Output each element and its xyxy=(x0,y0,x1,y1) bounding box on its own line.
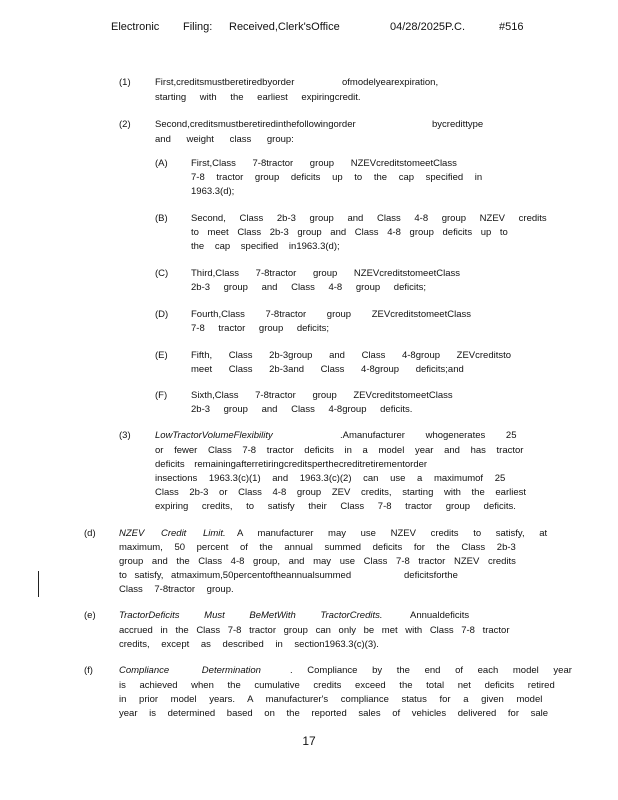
item-label: (2) xyxy=(119,119,131,130)
page-number: 17 xyxy=(302,734,316,748)
subitem-text: meet Class 2b-3and Class 4-8group deficits;and xyxy=(191,364,464,375)
item-text: bycredittype xyxy=(432,119,484,130)
section-text: credits, except as described in section1963.3(c)(3). xyxy=(119,639,379,650)
section-label: (f) xyxy=(84,665,93,676)
section-text: maximum, 50 percent of the annual summed deficits for the Class 2b-3 xyxy=(119,542,516,553)
header-received: Received,Clerk'sOffice xyxy=(229,21,340,33)
subitem-text: to meet Class 2b-3 group and Class 4-8 group deficits up to xyxy=(191,227,508,238)
item-text: .Amanufacturer whogenerates 25 xyxy=(340,430,517,441)
item-heading: LowTractorVolumeFlexibility xyxy=(155,430,273,441)
item-text: First,creditsmustberetiredbyorder xyxy=(155,77,295,88)
header-electronic: Electronic xyxy=(111,21,160,33)
section-text: A manufacturer may use NZEV credits to satisfy, at xyxy=(237,528,548,539)
section-heading: NZEV Credit Limit. xyxy=(119,528,226,539)
subitem-text: the cap specified in1963.3(d); xyxy=(191,241,340,252)
subitem-text: Sixth,Class 7-8tractor group ZEVcreditstomeetClass xyxy=(191,390,453,401)
section-text: Annualdeficits xyxy=(410,610,470,621)
section-text: group and the Class 4-8 group, and may use Class 7-8 tractor NZEV credits xyxy=(119,556,516,567)
item-text: Class 2b-3 or Class 4-8 group ZEV credits, starting with the earliest xyxy=(155,487,527,498)
subitem-text: 1963.3(d); xyxy=(191,186,235,197)
section-text: Class 7-8tractor group. xyxy=(119,584,234,595)
item-text: insections 1963.3(c)(1) and 1963.3(c)(2) can use a maximumof 25 xyxy=(155,473,506,484)
subitem-text: 2b-3 group and Class 4-8 group deficits; xyxy=(191,282,426,293)
header-date: 04/28/2025P.C. xyxy=(390,21,466,33)
header-number: #516 xyxy=(499,21,524,33)
subitem-label: (F) xyxy=(155,390,168,401)
subitem-label: (B) xyxy=(155,213,168,224)
item-text: ofmodelyearexpiration, xyxy=(342,77,439,88)
item-label: (1) xyxy=(119,77,131,88)
section-label: (e) xyxy=(84,610,96,621)
item-text: and weight class group: xyxy=(155,134,294,145)
subitem-label: (A) xyxy=(155,158,168,169)
subitem-text: 7-8 tractor group deficits up to the cap specified in xyxy=(191,172,483,183)
item-text: expiring credits, to satisfy their Class 7-8 tractor group deficits. xyxy=(155,501,516,512)
section-text: deficitsforthe xyxy=(404,570,458,581)
section-text: to satisfy, atmaximum,50percentoftheannualsummed xyxy=(119,570,352,581)
text-cursor xyxy=(38,571,39,597)
section-heading: Compliance Determination xyxy=(119,665,261,676)
subitem-text: Fourth,Class 7-8tractor group ZEVcreditstomeetClass xyxy=(191,309,471,320)
subitem-text: Fifth, Class 2b-3group and Class 4-8group ZEVcreditsto xyxy=(191,350,512,361)
item-text: Second,creditsmustberetiredinthefollowingorder xyxy=(155,119,356,130)
subitem-text: First,Class 7-8tractor group NZEVcreditstomeetClass xyxy=(191,158,457,169)
item-text: starting with the earliest expiringcredit. xyxy=(155,92,361,103)
section-text: is achieved when the cumulative credits exceed the total net deficits retired xyxy=(119,680,555,691)
subitem-label: (D) xyxy=(155,309,169,320)
item-text: deficits remainingafterretiringcreditsperthecreditretirementorder xyxy=(155,459,428,470)
item-text: or fewer Class 7-8 tractor deficits in a model year and has tractor xyxy=(155,445,524,456)
section-heading: TractorDeficits Must BeMetWith TractorCredits. xyxy=(119,610,383,621)
section-text: . Compliance by the end of each model year xyxy=(290,665,572,676)
subitem-label: (C) xyxy=(155,268,169,279)
header-filing: Filing: xyxy=(183,21,213,33)
section-text: in prior model years. A manufacturer's compliance status for a given model xyxy=(119,694,543,705)
subitem-text: Second, Class 2b-3 group and Class 4-8 group NZEV credits xyxy=(191,213,547,224)
item-label: (3) xyxy=(119,430,131,441)
subitem-text: Third,Class 7-8tractor group NZEVcreditstomeetClass xyxy=(191,268,461,279)
subitem-text: 7-8 tractor group deficits; xyxy=(191,323,330,334)
subitem-text: 2b-3 group and Class 4-8group deficits. xyxy=(191,404,413,415)
subitem-label: (E) xyxy=(155,350,168,361)
section-text: year is determined based on the reported sales of vehicles delivered for sale xyxy=(119,708,549,719)
section-label: (d) xyxy=(84,528,96,539)
section-text: accrued in the Class 7-8 tractor group can only be met with Class 7-8 tractor xyxy=(119,625,510,636)
